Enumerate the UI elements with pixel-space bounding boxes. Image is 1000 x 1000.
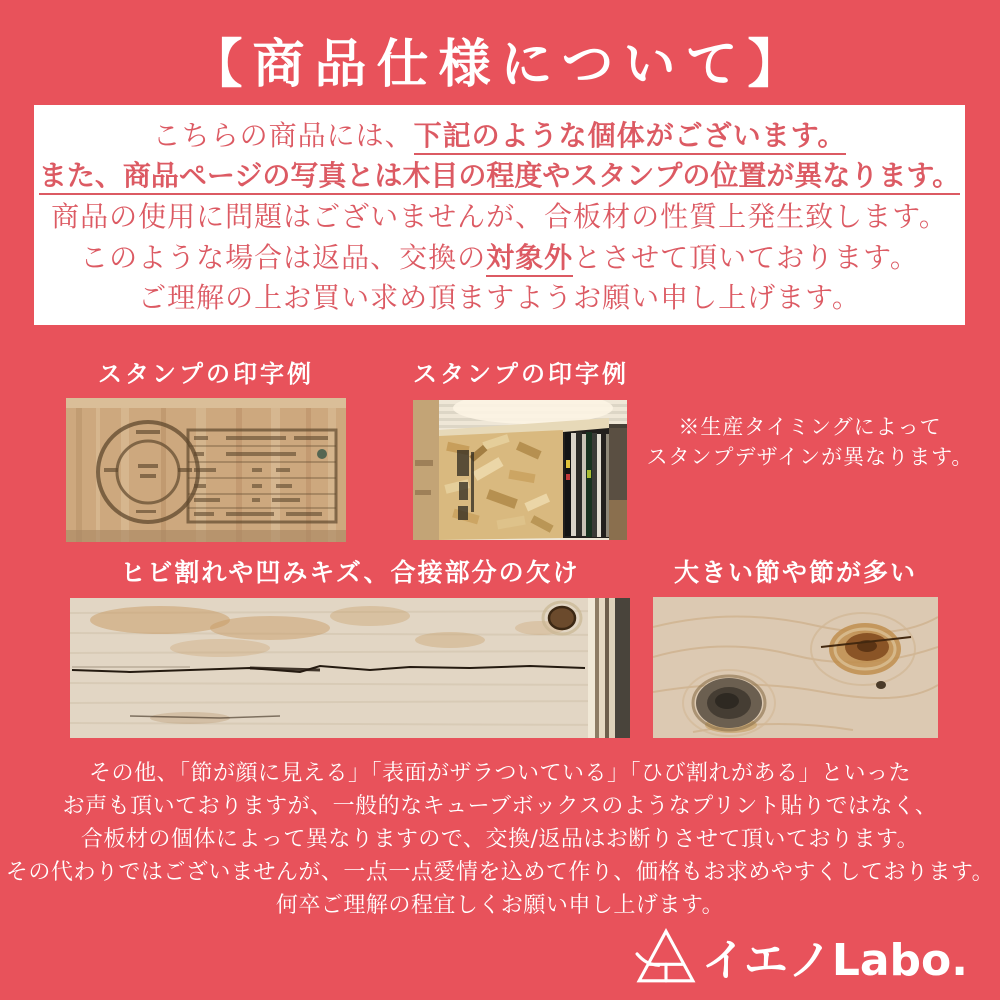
notice-line-4-emphasis: 対象外 [486, 241, 573, 277]
osb-panel [439, 430, 563, 540]
notice-line-4 [80, 236, 919, 276]
stamp-photo-osb-box [413, 400, 627, 540]
defect-photo-knots [653, 597, 938, 738]
house-triangle-icon [635, 927, 697, 985]
books [563, 428, 627, 540]
notice-line-2-emphasis: また、商品ページの写真とは木目の程度やスタンプの位置が異なります。 [39, 159, 960, 195]
production-note [640, 412, 980, 472]
defect-label-knots: 大きい節や節が多い [673, 558, 917, 587]
page-title: 【商品仕様について】 [190, 34, 810, 95]
stamp-example-label-left: スタンプの印字例 [98, 359, 314, 388]
footer-line-3: 合板材の個体によって異なりますので、交換/返品はお断りさせて頂いております。 [80, 827, 920, 852]
notice-line-3: 商品の使用に問題はございませんが、合板材の性質上発生致します。 [51, 199, 948, 233]
left-wall [413, 400, 439, 540]
production-note-line-1: ※生産タイミングによって [678, 415, 942, 439]
notice-line-4-prefix: このような場合は返品、交換の [80, 240, 487, 274]
plywood-edge [588, 598, 630, 738]
logo-text: イエノLabo. [701, 935, 968, 986]
notice-line-1-emphasis: 下記のような個体がございます。 [414, 119, 847, 155]
small-knot [543, 602, 581, 634]
production-note-line-2: スタンプデザインが異なります。 [646, 445, 974, 469]
stamp-example-label-right: スタンプの印字例 [413, 359, 629, 388]
green-grade-dot [317, 449, 327, 459]
footer-line-1: その他、「節が顔に見える」「表面がザラついている」「ひび割れがある」といった [88, 761, 911, 786]
osb-print-stamp [457, 450, 474, 520]
notice-line-2 [39, 154, 960, 194]
notice-line-1 [153, 114, 847, 154]
notice-box [34, 105, 965, 325]
notice-line-4-suffix: とさせて頂いております。 [573, 240, 919, 274]
footer-line-4: その代わりではございませんが、一点一点愛情を込めて作り、価格もお求めやすくしております。 [5, 860, 995, 885]
defect-photo-crack [70, 598, 630, 738]
footer-line-2: お声も頂いておりますが、一般的なキューブボックスのようなプリント貼りではなく、 [62, 794, 938, 819]
notice-line-5: ご理解の上お買い求め頂ますようお願い申し上げます。 [138, 281, 861, 315]
defect-label-cracks: ヒビ割れや凹みキズ、合接部分の欠け [120, 558, 580, 587]
notice-line-1-prefix: こちらの商品には、 [152, 118, 414, 152]
brand-logo [635, 924, 968, 988]
footer-paragraph [0, 757, 1000, 922]
stamp-photo-plywood [66, 398, 346, 542]
footer-line-5: 何卒ご理解の程宜しくお願い申し上げます。 [275, 893, 725, 918]
